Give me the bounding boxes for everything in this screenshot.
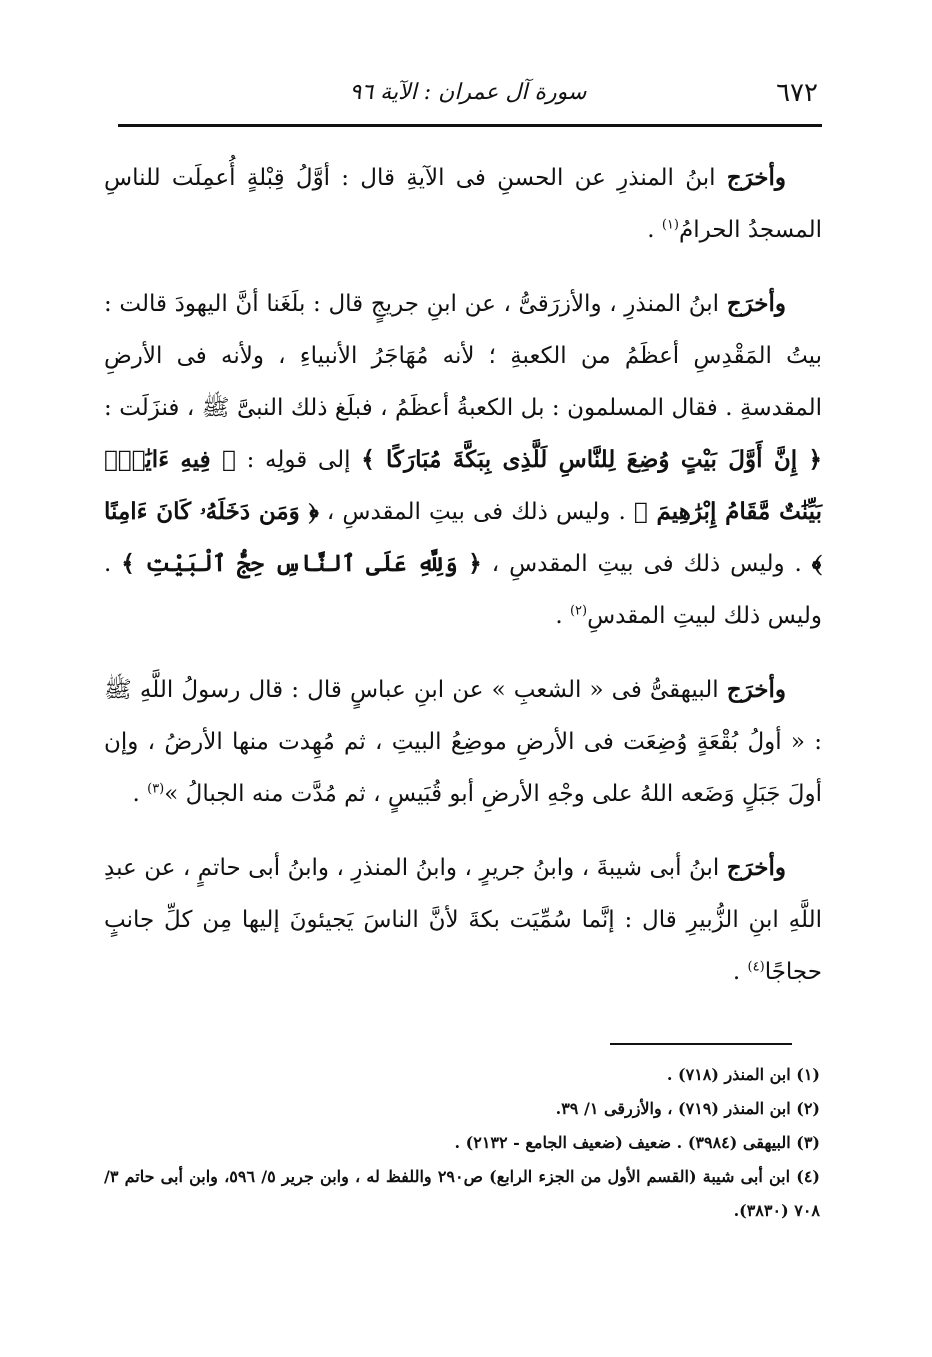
- paragraph-text: ابنُ المنذرِ عن الحسنِ فى الآيةِ قال : أوَّلُ قِبْلةٍ أُعمِلَت للناسِ المسجدُ الحرامُ: [104, 165, 822, 243]
- paragraph-end: .: [732, 959, 748, 985]
- paragraph-text: البيهقىُّ فى « الشعبِ » عن ابنِ عباسٍ قال : قال رسولُ اللَّهِ ﷺ : « أولُ بُقْعَةٍ وُضِعَت فى الأرضِ موضِعُ البيتِ ، ثم مُهِدت منها الأرضُ ، وإن أولَ جَبَلٍ وَضَعه اللهُ على وجْهِ الأرضِ أبو قُبَيسٍ ، ثم مُدَّت منه الجبالُ »: [104, 677, 822, 807]
- footnote-3: (٣) البيهقى (٣٩٨٤) . ضعيف (ضعيف الجامع - ٢١٣٢) .: [454, 1133, 820, 1152]
- footnote-ref: (٣): [147, 781, 165, 797]
- paragraph-lead: وأخرَج: [726, 854, 786, 881]
- quran-verse: ﴿ وَلِلَّهِ عَلَى ٱلنَّاسِ حِجُّ ٱلْبَيْتِ ﴾: [121, 550, 482, 577]
- footnote-4: (٤) ابن أبى شيبة (القسم الأول من الجزء الرابع) ص٢٩٠ واللفظ له ، وابن جرير ٥/ ٥٩٦، وابن أبى حاتم ٣/ ٧٠٨ (٣٨٣٠).: [104, 1167, 820, 1220]
- footnote-ref: (٤): [747, 959, 765, 975]
- quran-verse: ﴿ فِيهِ ءَايَٰتٌۢ بَيِّنَٰتٌ مَّقَامُ إِبْرَٰهِيمَ ﴾: [104, 446, 822, 525]
- footnote-ref: (١): [661, 217, 679, 233]
- footnote-rule: [610, 1043, 792, 1045]
- page-header: [118, 70, 818, 120]
- paragraph-end: .: [132, 781, 148, 807]
- running-title: سورة آل عمران : الآية ٩٦: [349, 80, 587, 105]
- paragraph-text: . وليس ذلك فى بيتِ المقدسِ ،: [318, 499, 634, 525]
- footnote-2: (٢) ابن المنذر (٧١٩) ، والأزرقى ١/ ٣٩.: [555, 1099, 820, 1118]
- paragraph-2: [104, 278, 822, 642]
- paragraph-1: [104, 152, 822, 256]
- paragraph-lead: وأخرَج: [726, 676, 786, 703]
- header-rule: [118, 124, 822, 127]
- quran-verse: ﴿ وَمَن دَخَلَهُۥ كَانَ ءَامِنًا ﴾: [104, 498, 822, 577]
- paragraph-lead: وأخرَج: [726, 290, 786, 317]
- footnote-ref: (٢): [569, 603, 588, 619]
- page-number: ٦٧٢: [776, 78, 818, 108]
- paragraph-end: .: [647, 217, 662, 243]
- paragraph-lead: وأخرَج: [726, 164, 786, 191]
- paragraph-text: . وليس ذلك لبيتِ المقدسِ: [104, 551, 822, 629]
- paragraph-3: [104, 664, 822, 820]
- paragraph-4: [104, 842, 822, 998]
- quran-verse: ﴿ إِنَّ أَوَّلَ بَيْتٍ وُضِعَ لِلنَّاسِ لَلَّذِى بِبَكَّةَ مُبَارَكًا ﴾: [361, 446, 822, 473]
- footnote-1: (١) ابن المنذر (٧١٨) .: [666, 1065, 820, 1084]
- paragraph-text: إلى قولِه :: [235, 447, 362, 473]
- paragraph-text: ابنُ المنذرِ ، والأزرَقىُّ ، عن ابنِ جريجٍ قال : بلَغَنا أنَّ اليهودَ قالت : بيتُ المَقْدِسِ أعظَمُ من الكعبةِ ؛ لأنه مُهَاجَرُ الأنبياءِ ، ولأنه فى الأرضِ المقدسةِ . فقال المسلمون : بل الكعبةُ أعظَمُ ، فبلَغ ذلك النبىَّ ﷺ ، فنزَلَت :: [104, 291, 822, 421]
- paragraph-end: .: [555, 603, 570, 629]
- paragraph-text: ابنُ أبى شيبةَ ، وابنُ جريرٍ ، وابنُ المنذرِ ، وابنُ أبى حاتمٍ ، عن عبدِ اللَّهِ ابنِ الزُّبيرِ قال : إنَّما سُمِّيَت بكةَ لأنَّ الناسَ يَجيئونَ إليها مِن كلِّ جانبٍ حجاجًا: [104, 855, 822, 985]
- paragraph-text: . وليس ذلك فى بيتِ المقدسِ ،: [481, 551, 812, 577]
- footnotes: [104, 1058, 820, 1228]
- main-text: [104, 152, 822, 1020]
